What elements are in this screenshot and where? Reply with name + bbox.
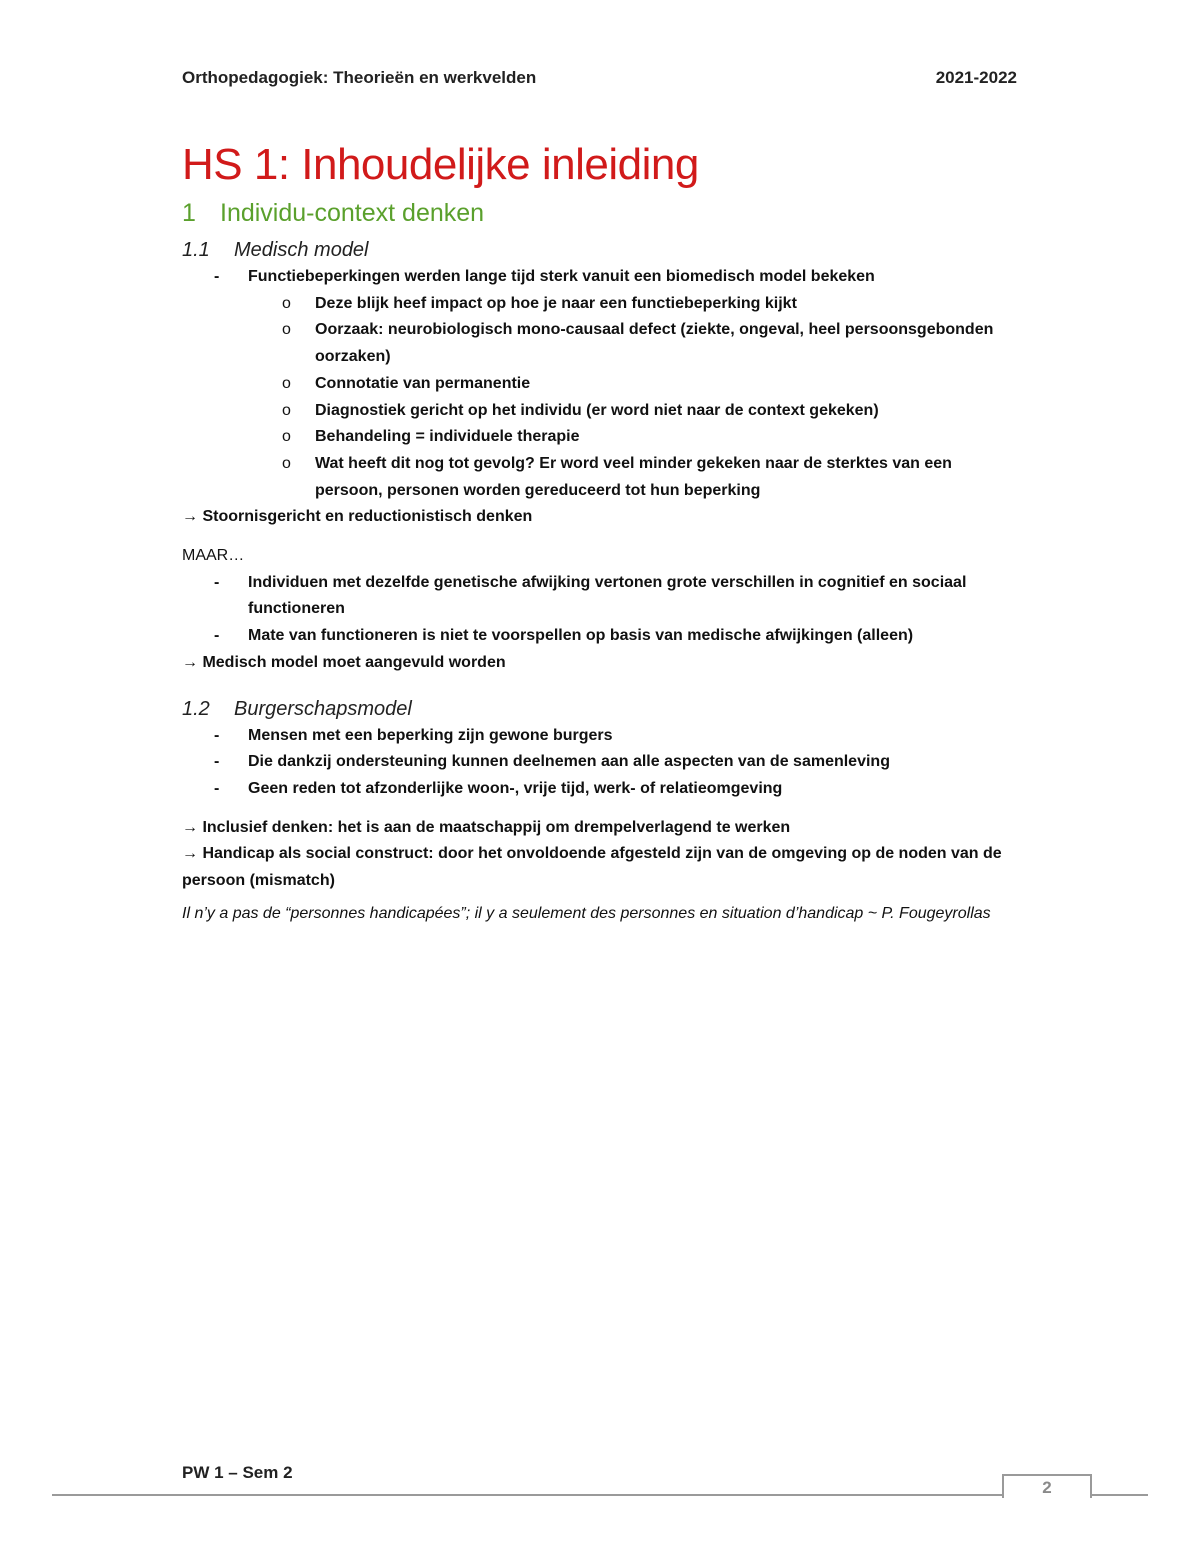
header-year: 2021-2022: [935, 68, 1017, 87]
conclusion-arrow: → Handicap als social construct: door het onvoldoende afgesteld zijn van de omgeving op de noden van de persoon (mismatch): [182, 845, 1002, 890]
section-number: 1: [182, 199, 196, 227]
quote: Il n’y a pas de “personnes handicapées”; il y a seulement des personnes en situation d’handicap ~ P. Fougeyrollas: [182, 904, 991, 922]
conclusion-arrow: → Stoornisgericht en reductionistisch denken: [182, 508, 533, 526]
header-course-title: Orthopedagogiek: Theorieën en werkvelden: [182, 68, 537, 87]
section-title: Individu-context denken: [220, 199, 485, 227]
subsection-heading-1-1: [182, 236, 1022, 264]
sub-bullet-item: o Behandeling = individuele therapie: [182, 424, 1022, 451]
page-number: 2: [1042, 1478, 1052, 1497]
subsection-number: 1.1: [182, 239, 210, 261]
subsection-number: 1.2: [182, 697, 210, 720]
section-heading-1: [182, 196, 1022, 230]
sub-bullet-item: o Wat heeft dit nog tot gevolg? Er word veel minder gekeken naar de sterktes van een persoon, personen worden gereduceerd tot hun beperking: [182, 451, 1022, 504]
subsection-heading-1-2: [182, 695, 1022, 723]
conclusion-arrow: → Inclusief denken: het is aan de maatschappij om drempelverlagend te werken: [182, 818, 791, 836]
subsection-title: Medisch model: [234, 239, 369, 261]
bullet-item: - Functiebeperkingen werden lange tijd sterk vanuit een biomedisch model bekeken: [182, 264, 1022, 291]
sub-bullet-item: o Deze blijk heef impact op hoe je naar een functiebeperking kijkt: [182, 291, 1022, 318]
footer-label: PW 1 – Sem 2: [182, 1463, 293, 1482]
bullet-item: - Geen reden tot afzonderlijke woon-, vrije tijd, werk- of relatieomgeving: [182, 776, 1022, 803]
sub-bullet-item: o Diagnostiek gericht op het individu (er word niet naar de context gekeken): [182, 398, 1022, 425]
sub-bullet-item: o Connotatie van permanentie: [182, 371, 1022, 398]
bullet-item: - Individuen met dezelfde genetische afwijking vertonen grote verschillen in cognitief en sociaal functioneren: [182, 570, 1022, 623]
bullet-item: - Die dankzij ondersteuning kunnen deelnemen aan alle aspecten van de samenleving: [182, 749, 1022, 776]
sub-bullet-item: o Oorzaak: neurobiologisch mono-causaal defect (ziekte, ongeval, heel persoonsgebonden oorzaken): [182, 317, 1022, 370]
document-body: [182, 136, 1022, 927]
footer-rule: [52, 1494, 1148, 1496]
bullet-item: - Mate van functioneren is niet te voorspellen op basis van medische afwijkingen (alleen): [182, 623, 1022, 650]
bullet-item: - Mensen met een beperking zijn gewone burgers: [182, 723, 1022, 750]
conclusion-arrow: → Medisch model moet aangevuld worden: [182, 653, 506, 671]
maar-label: MAAR…: [182, 547, 245, 565]
chapter-title: HS 1: Inhoudelijke inleiding: [182, 140, 699, 189]
subsection-title: Burgerschapsmodel: [234, 697, 412, 720]
